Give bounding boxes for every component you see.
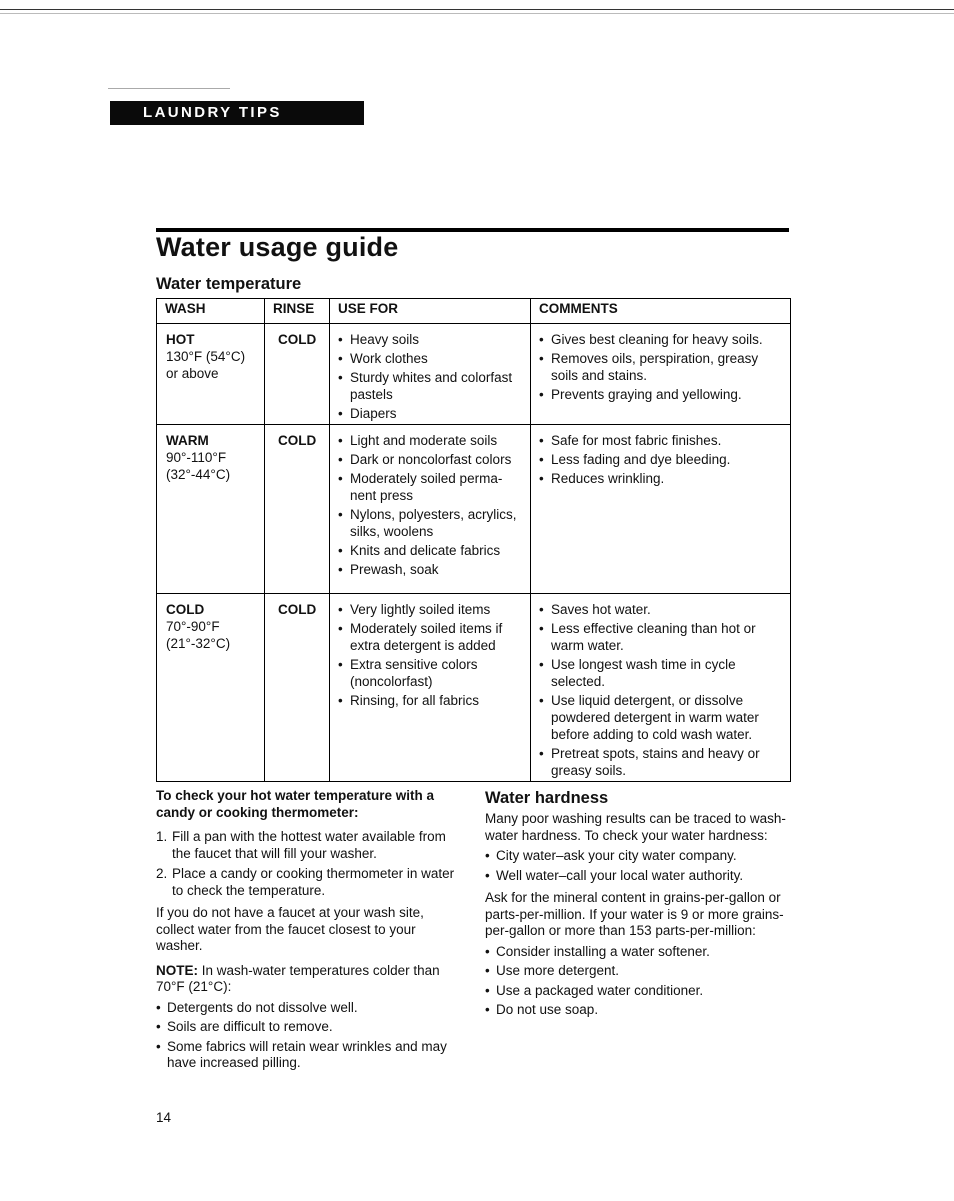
list-item: • Diapers [338,405,524,422]
wash-temp: 90°-110°F [166,450,227,465]
rinse-label: COLD [278,332,317,347]
hardness-intro: Many poor washing results can be traced to wash-water hardness. To check your water hardness: [485,811,786,843]
wash-temp-celsius: (32°-44°C) [166,467,231,482]
list-item: • Work clothes [338,350,524,367]
list-item: • City water–ask your city water company. [485,848,790,865]
list-item: • Heavy soils [338,331,524,348]
list-item: • Do not use soap. [485,1002,790,1019]
rinse-label: COLD [278,602,317,617]
thermometer-check-column [156,788,461,1075]
list-item: • Light and moderate soils [338,432,524,449]
list-item: • Use more detergent. [485,963,790,980]
list-item: • Gives best cleaning for heavy soils. [539,331,784,348]
list-item: • Consider installing a water softener. [485,944,790,961]
list-item: • Removes oils, perspiration, greasy soils and stains. [539,350,784,384]
water-temperature-table [156,298,791,782]
note-list [156,1000,461,1072]
list-item: • Knits and delicate fabrics [338,542,524,559]
list-item: • Rinsing, for all fabrics [338,692,524,709]
section-tab: LAUNDRY TIPS [110,101,364,125]
top-rule [0,9,954,10]
list-item [156,829,461,862]
wash-cell [157,425,265,594]
list-item: • Use longest wash time in cycle selected. [539,656,784,690]
list-item: • Pretreat spots, stains and heavy or greasy soils. [539,745,784,779]
wash-label: WARM [166,433,209,448]
list-item: • Nylons, polyesters, acrylics, silks, woolens [338,506,524,540]
list-item: • Soils are difficult to remove. [156,1019,461,1036]
use-for-cell [330,425,531,594]
list-item: • Moderately soiled items if extra detergent is added [338,620,524,654]
comments-cell [531,594,791,782]
water-hardness-column [485,788,790,1022]
list-item: • Sturdy whites and colorfast pastels [338,369,524,403]
list-item: • Very lightly soiled items [338,601,524,618]
list-item: • Less effective cleaning than hot or warm water. [539,620,784,654]
page-title: Water usage guide [156,232,399,262]
rinse-cell [265,324,330,425]
list-item: • Dark or noncolorfast colors [338,451,524,468]
wash-temp: 70°-90°F [166,619,220,634]
list-item: • Well water–call your local water authority. [485,868,790,885]
water-temperature-heading: Water temperature [156,275,302,293]
hardness-tips-list [485,944,790,1019]
list-item: • Use liquid detergent, or dissolve powdered detergent in warm water before adding to cold wash water. [539,692,784,743]
list-item: • Detergents do not dissolve well. [156,1000,461,1017]
check-heading: To check your hot water temperature with a candy or cooking thermometer: [156,788,435,820]
list-item: • Less fading and dye bleeding. [539,451,784,468]
use-for-cell [330,324,531,425]
water-source-list [485,848,790,884]
water-hardness-heading: Water hardness [485,789,609,807]
wash-temp: 130°F (54°C) [166,349,246,364]
step-text: Place a candy or cooking thermometer in water to check the temperature. [172,866,455,898]
note-label: NOTE: [156,962,198,978]
table-row-hot [157,324,791,425]
table-row-warm [157,425,791,594]
step-number: 1. [156,829,168,844]
list-item: • Use a packaged water conditioner. [485,983,790,1000]
header-wash: WASH [157,299,265,324]
header-use-for: USE FOR [330,299,531,324]
check-steps [156,829,461,899]
list-item: • Prewash, soak [338,561,524,578]
wash-label: HOT [166,332,195,347]
use-for-cell [330,594,531,782]
wash-temp-note: or above [166,366,219,381]
hardness-ask-text: Ask for the mineral content in grains-per-gallon or parts-per-million. If your water is 9 or more grains-per-gallon or more than 153 parts-per-million: [485,890,784,938]
top-rule-secondary [0,13,954,14]
list-item: • Safe for most fabric finishes. [539,432,784,449]
step-text: Fill a pan with the hottest water available from the faucet that will fill your washer. [172,829,446,861]
table-header-row [157,299,791,324]
list-item: • Reduces wrinkling. [539,470,784,487]
list-item: • Saves hot water. [539,601,784,618]
list-item: • Some fabrics will retain wear wrinkles and may have increased pilling. [156,1039,461,1072]
header-comments: COMMENTS [531,299,791,324]
table-row-cold [157,594,791,782]
step-number: 2. [156,866,168,881]
list-item: • Prevents graying and yellowing. [539,386,784,403]
no-faucet-text: If you do not have a faucet at your wash site, collect water from the faucet closest to your washer. [156,905,424,953]
comments-cell [531,324,791,425]
comments-cell [531,425,791,594]
list-item: • Moderately soiled perma-nent press [338,470,524,504]
header-rinse: RINSE [265,299,330,324]
wash-temp-celsius: (21°-32°C) [166,636,231,651]
page-number: 14 [156,1110,172,1125]
list-item: • Extra sensitive colors (noncolorfast) [338,656,524,690]
wash-cell [157,324,265,425]
faint-rule [108,88,230,89]
rinse-cell [265,425,330,594]
rinse-label: COLD [278,433,317,448]
wash-cell [157,594,265,782]
note-text: In wash-water temperatures colder than 70°F (21°C): [156,962,440,994]
wash-label: COLD [166,602,205,617]
rinse-cell [265,594,330,782]
list-item [156,866,461,899]
note-paragraph [156,963,461,996]
